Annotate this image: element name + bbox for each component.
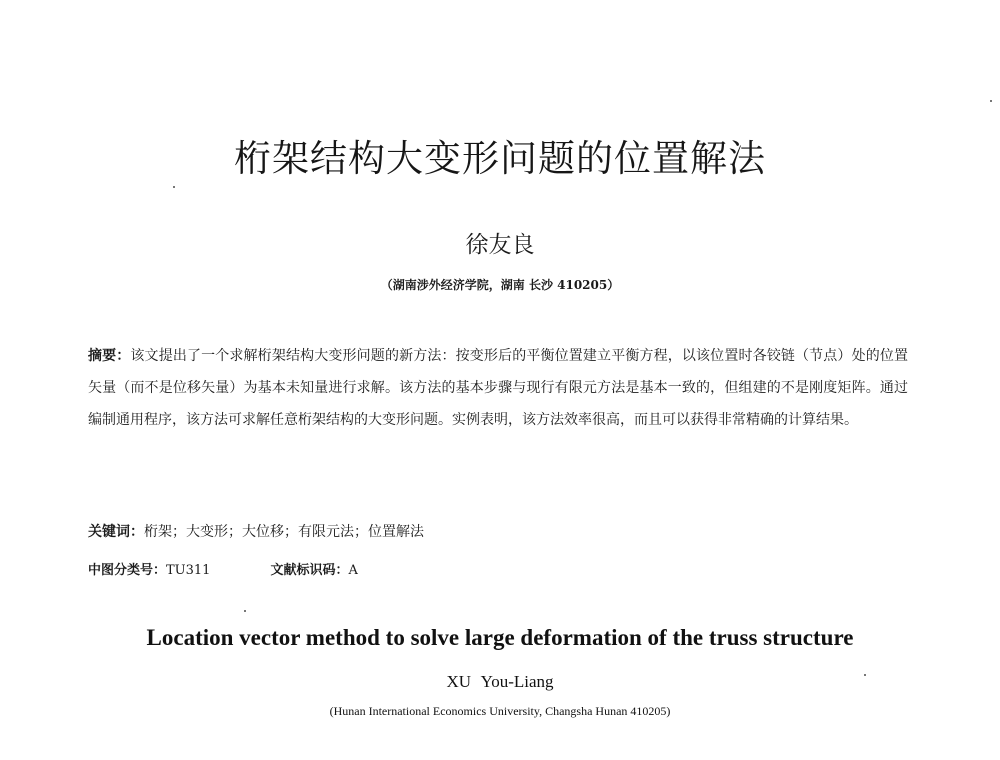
chinese-author: 徐友良: [465, 232, 535, 258]
chinese-title: 桁架结构大变形问题的位置解法: [234, 137, 766, 180]
doc-code-value: A: [348, 563, 358, 578]
chinese-affiliation: （湖南涉外经济学院，湖南 长沙 410205）: [380, 278, 620, 292]
abstract: [88, 340, 908, 436]
abstract-label: 摘要：: [88, 348, 131, 364]
english-author: XU You-Liang: [446, 672, 554, 691]
class-label: 中图分类号：: [88, 563, 167, 578]
abstract-text: 该文提出了一个求解桁架结构大变形问题的新方法：按变形后的平衡位置建立平衡方程，以该位置时各铰链（节点）处的位置矢量（而不是位移矢量）为基本未知量进行求解。该方法的基本步骤与现行有限元方法是基本一致的，但组建的不是刚度矩阵。通过编制通用程序，该方法可求解任意桁架结构的大变形问题。实例表明，该方法效率很高，而且可以获得非常精确的计算结果。: [88, 348, 908, 428]
scan-speck: [173, 186, 175, 188]
scan-speck: [990, 100, 992, 102]
scan-speck: [244, 610, 246, 612]
doc-code-label: 文献标识码：: [270, 563, 349, 578]
keywords: [88, 521, 908, 541]
class-value: TU311: [166, 563, 211, 578]
classification-line: [88, 559, 908, 578]
keywords-text: 桁架；大变形；大位移；有限元法；位置解法: [144, 524, 424, 540]
scan-speck: [864, 674, 866, 676]
english-title: Location vector method to solve large deformation of the truss structure: [146, 625, 854, 650]
keywords-label: 关键词：: [88, 524, 144, 540]
english-affiliation: (Hunan International Economics University, Changsha Hunan 410205): [329, 704, 671, 718]
